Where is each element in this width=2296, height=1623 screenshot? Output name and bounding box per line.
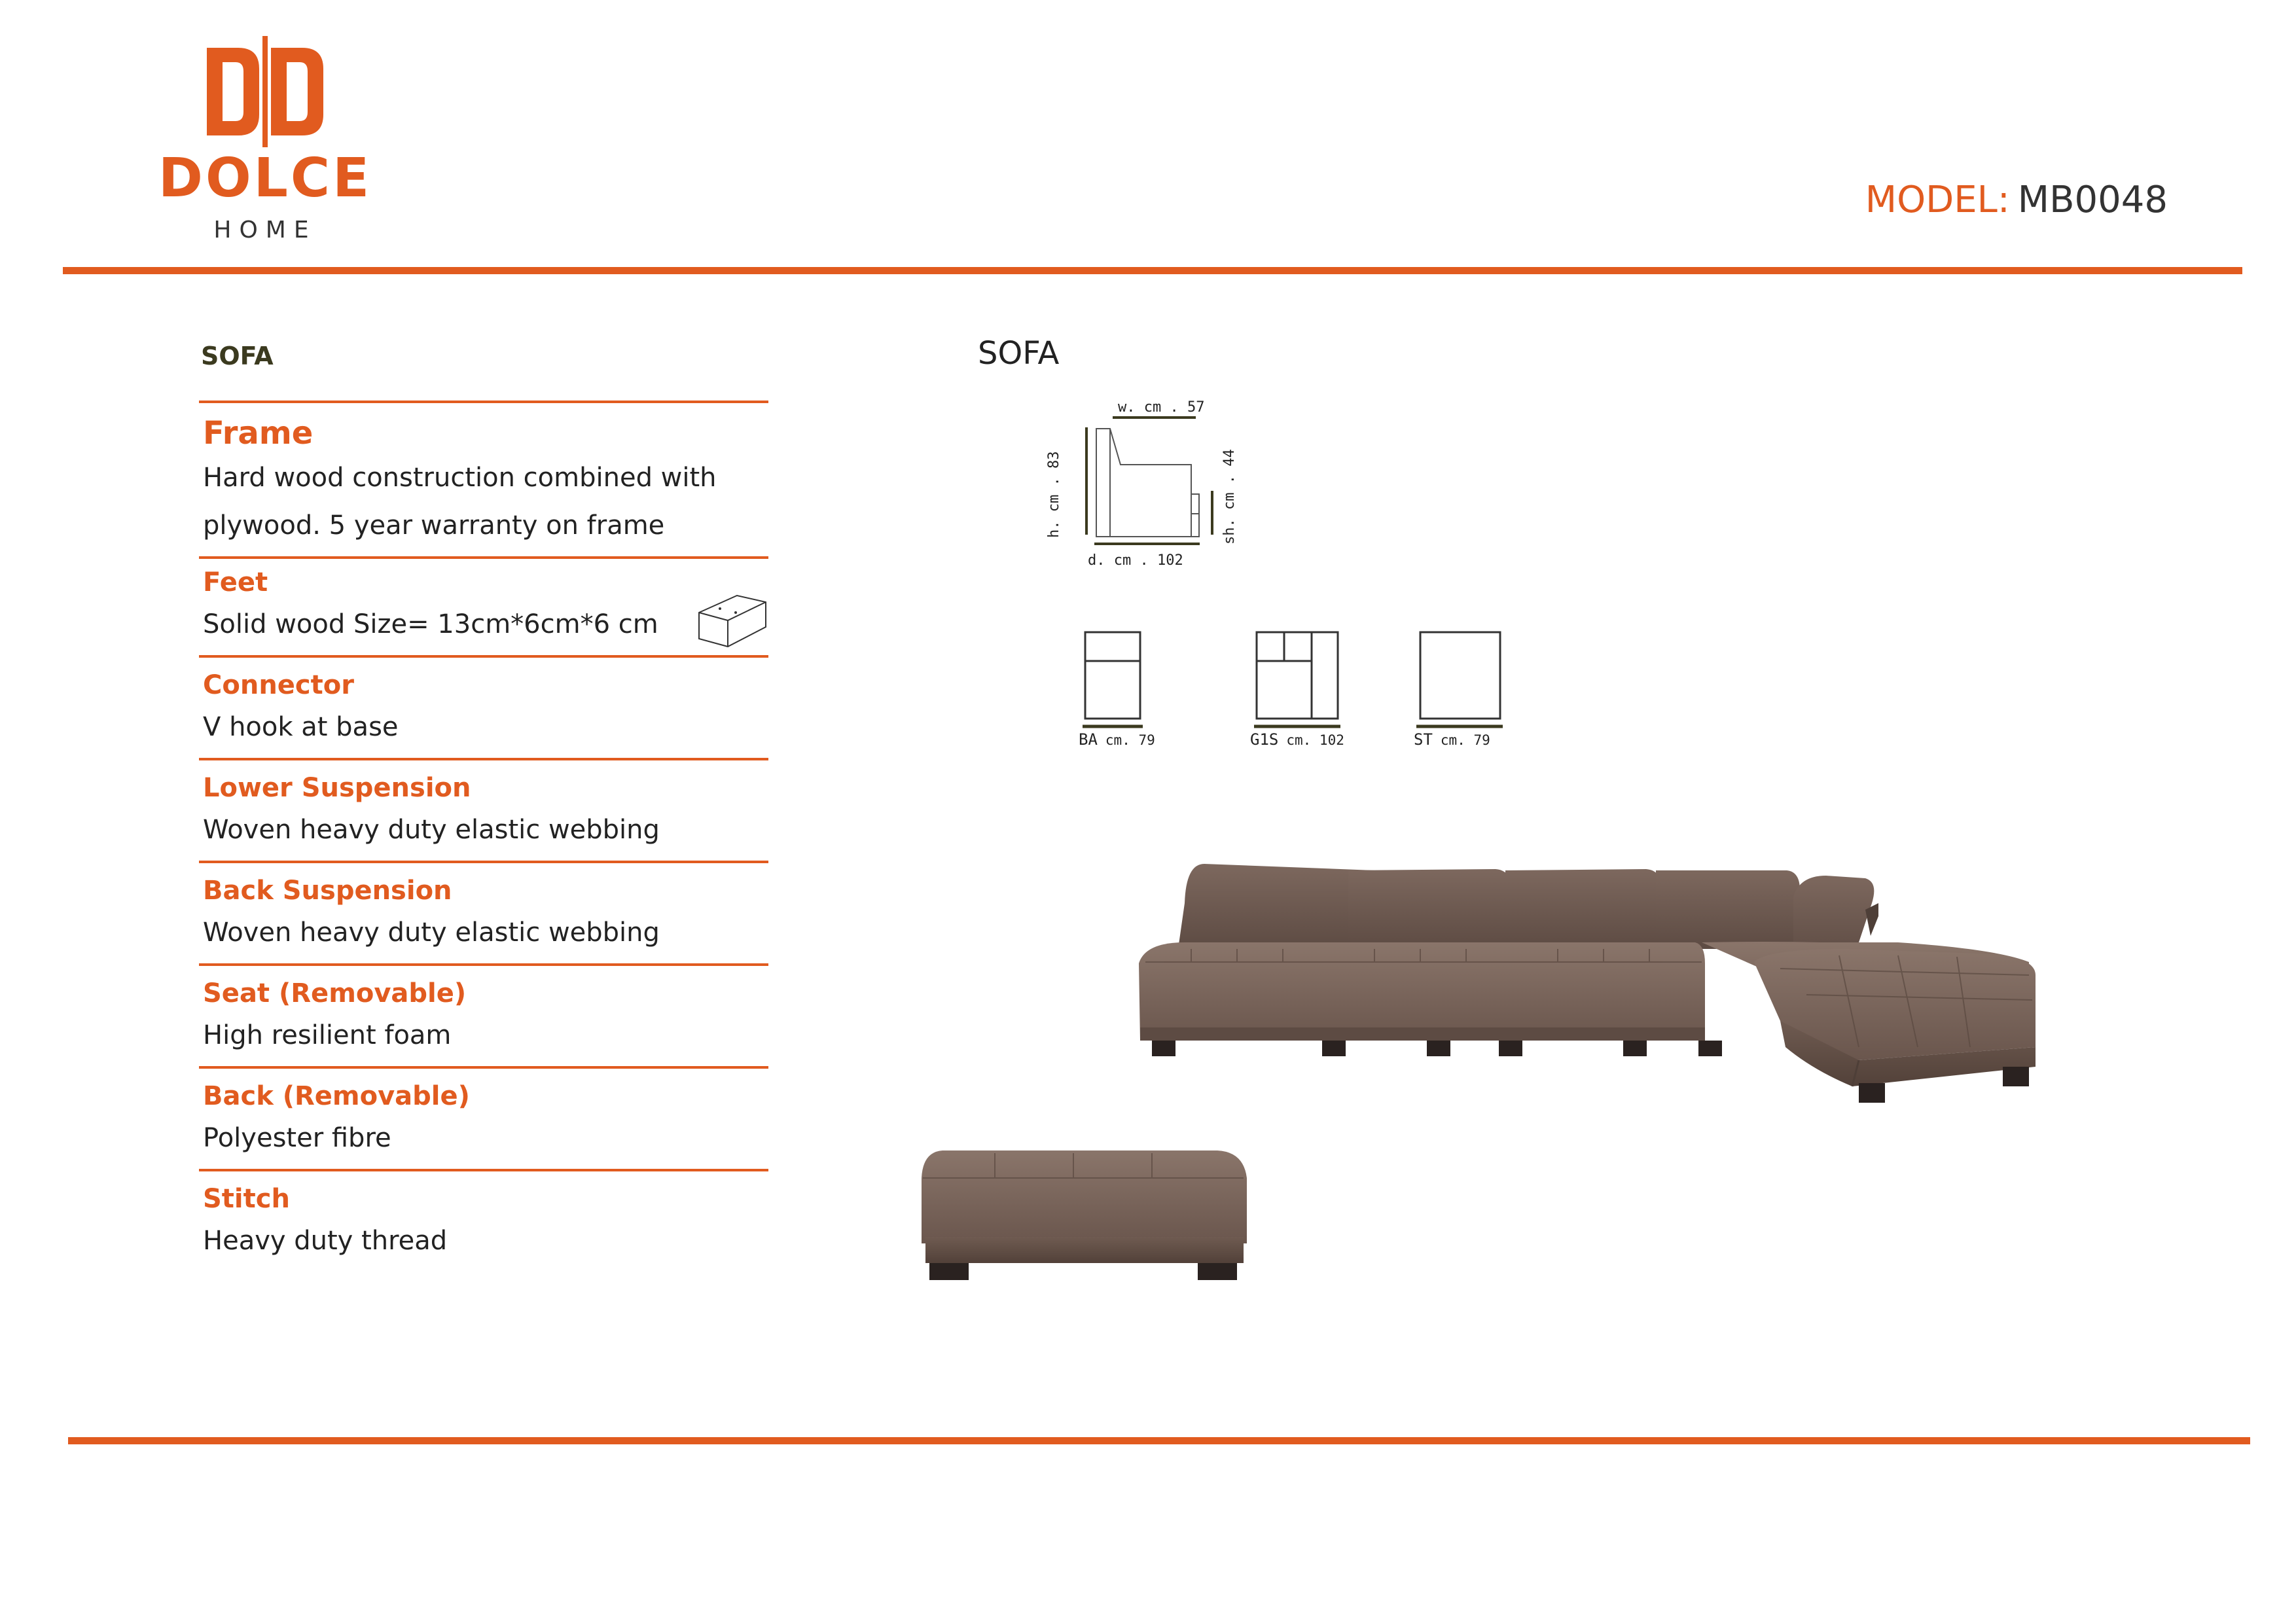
dolce-logo-icon	[204, 36, 326, 147]
height-dimension: h. cm . 83	[1046, 451, 1062, 538]
module-g1s-icon	[1251, 628, 1343, 733]
spec-list	[199, 401, 768, 1272]
module-code: BA	[1079, 730, 1098, 749]
spec-row-lower-suspension	[199, 758, 768, 861]
spec-text: Woven heavy duty elastic webbing	[203, 918, 660, 948]
spec-text: Solid wood Size= 13cm*6cm*6 cm	[203, 609, 658, 639]
module-code: ST	[1414, 730, 1433, 749]
spec-heading: Lower Suspension	[203, 773, 471, 803]
spec-text: V hook at base	[203, 712, 399, 742]
spec-heading: Back Suspension	[203, 876, 452, 906]
spec-row-frame	[199, 401, 768, 556]
module-size: cm. 102	[1286, 732, 1344, 748]
module-st-label	[1414, 730, 1490, 749]
module-size: cm. 79	[1440, 732, 1490, 748]
spec-text: Polyester fibre	[203, 1123, 391, 1153]
sectional-sofa-image	[1126, 851, 2042, 1139]
spec-text: Woven heavy duty elastic webbing	[203, 815, 660, 845]
spec-row-connector	[199, 655, 768, 758]
spec-heading: Seat (Removable)	[203, 978, 467, 1008]
spec-text: Heavy duty thread	[203, 1226, 448, 1256]
module-size: cm. 79	[1105, 732, 1155, 748]
footer-divider	[68, 1437, 2250, 1444]
drawing-title: SOFA	[978, 335, 1060, 372]
spec-title: SOFA	[201, 342, 274, 370]
spec-heading: Connector	[203, 670, 354, 700]
module-st-icon	[1414, 628, 1505, 733]
module-g1s-label	[1250, 730, 1344, 749]
spec-row-stitch	[199, 1169, 768, 1272]
spec-row-back-suspension	[199, 861, 768, 963]
spec-heading: Back (Removable)	[203, 1081, 470, 1111]
model-value: MB0048	[2017, 179, 2168, 221]
spec-text: High resilient foam	[203, 1020, 452, 1050]
spec-row-back	[199, 1066, 768, 1169]
module-code: G1S	[1250, 730, 1279, 749]
spec-row-seat	[199, 963, 768, 1066]
module-ba-icon	[1080, 628, 1145, 733]
model-number	[1865, 179, 2168, 221]
seat-height-dimension: sh. cm . 44	[1221, 449, 1238, 544]
wood-block-icon	[696, 586, 768, 652]
depth-dimension: d. cm . 102	[1088, 552, 1183, 569]
side-view-diagram	[1073, 402, 1237, 560]
spec-row-feet	[199, 556, 768, 655]
header-divider	[63, 267, 2242, 274]
model-label: MODEL:	[1865, 179, 2010, 221]
width-dimension: w. cm . 57	[1118, 399, 1205, 416]
spec-heading: Stitch	[203, 1184, 290, 1214]
spec-text: Hard wood construction combined with	[203, 463, 717, 493]
module-ba-label	[1079, 730, 1155, 749]
brand-name: DOLCE	[158, 147, 372, 209]
brand-subtitle: HOME	[213, 217, 317, 243]
spec-heading: Feet	[203, 567, 268, 597]
ottoman-image	[916, 1139, 1257, 1296]
spec-text: plywood. 5 year warranty on frame	[203, 510, 665, 541]
spec-heading: Frame	[203, 415, 314, 452]
